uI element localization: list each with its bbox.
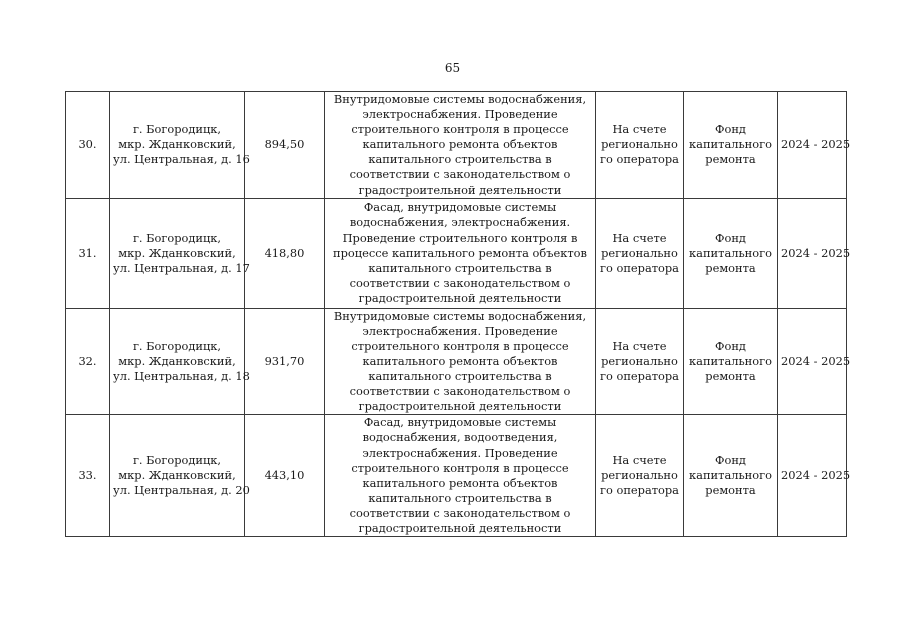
address-line: ул. Центральная, д. 16: [113, 152, 250, 167]
account-cell: На счете регионального оператора: [596, 308, 684, 415]
account-cell: На счете регионального оператора: [596, 92, 684, 199]
funding-source-cell: Фонд капитального ремонта: [684, 308, 778, 415]
address-cell: [110, 92, 250, 199]
table-row: [66, 415, 847, 537]
address-cell: [110, 415, 250, 537]
row-number-cell: 32.: [66, 308, 110, 415]
table-row: [66, 92, 847, 199]
period-cell: 2024 - 2025: [778, 415, 847, 537]
address-line: ул. Центральная, д. 20: [113, 483, 250, 498]
address-line: г. Богородицк,: [132, 122, 222, 137]
account-cell: На счете регионального оператора: [596, 415, 684, 537]
period-cell: 2024 - 2025: [778, 92, 847, 199]
address-cell: [110, 198, 250, 308]
address-cell: [110, 308, 250, 415]
period-cell: 2024 - 2025: [778, 198, 847, 308]
address-line: г. Богородицк,: [132, 338, 222, 353]
area-cell: 418,80: [245, 198, 325, 308]
row-number-cell: 30.: [66, 92, 110, 199]
address-line: ул. Центральная, д. 17: [113, 260, 250, 275]
works-cell: Фасад, внутридомовые системы водоснабжения, электроснабжения. Проведение строительного контроля в процессе капитального ремонта объектов капитального строительства в соответствии с законодательством о градостроительной деятельности: [325, 198, 596, 308]
funding-source-cell: Фонд капитального ремонта: [684, 198, 778, 308]
table-row: [66, 308, 847, 415]
funding-source-cell: Фонд капитального ремонта: [684, 415, 778, 537]
table-row: [66, 198, 847, 308]
area-cell: 894,50: [245, 92, 325, 199]
funding-source-cell: Фонд капитального ремонта: [684, 92, 778, 199]
address-line: мкр. Жданковский,: [118, 137, 236, 152]
address-line: г. Богородицк,: [132, 453, 222, 468]
capital-repair-table: [65, 91, 851, 537]
area-cell: 443,10: [245, 415, 325, 537]
works-cell: Фасад, внутридомовые системы водоснабжения, водоотведения, электроснабжения. Проведение строительного контроля в процессе капитального ремонта объектов капитального строительства в соответствии с законодательством о градостроительной деятельности: [325, 415, 596, 537]
address-line: мкр. Жданковский,: [118, 353, 236, 368]
works-cell: Внутридомовые системы водоснабжения, электроснабжения. Проведение строительного контроля в процессе капитального ремонта объектов капитального строительства в соответствии с законодательством о градостроительной деятельности: [325, 92, 596, 199]
address-line: мкр. Жданковский,: [118, 245, 236, 260]
address-line: мкр. Жданковский,: [118, 468, 236, 483]
address-line: г. Богородицк,: [132, 230, 222, 245]
row-number-cell: 33.: [66, 415, 110, 537]
address-line: ул. Центральная, д. 18: [113, 369, 250, 384]
period-cell: 2024 - 2025: [778, 308, 847, 415]
row-number-cell: 31.: [66, 198, 110, 308]
works-cell: Внутридомовые системы водоснабжения, электроснабжения. Проведение строительного контроля в процессе капитального ремонта объектов капитального строительства в соответствии с законодательством о градостроительной деятельности: [325, 308, 596, 415]
page-number: 65: [444, 61, 461, 75]
area-cell: 931,70: [245, 308, 325, 415]
account-cell: На счете регионального оператора: [596, 198, 684, 308]
